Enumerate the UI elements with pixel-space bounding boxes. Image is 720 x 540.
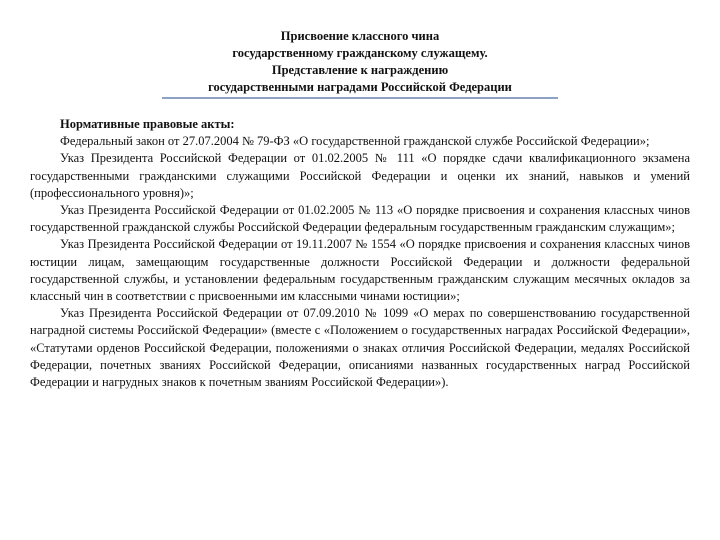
document-body <box>30 116 690 391</box>
title-line: государственными наградами Российской Федерации <box>208 80 512 94</box>
legal-act-paragraph: Федеральный закон от 27.07.2004 № 79-ФЗ «О государственной гражданской службе Российской Федерации»; <box>60 134 650 149</box>
section-heading: Нормативные правовые акты: <box>60 117 235 131</box>
title-line: государственному гражданскому служащему. <box>232 46 488 60</box>
title-divider <box>162 97 558 99</box>
title-line: Присвоение классного чина <box>280 29 440 43</box>
slide-title <box>150 28 570 96</box>
title-line: Представление к награждению <box>271 63 449 77</box>
legal-act-paragraph: Указ Президента Российской Федерации от 01.02.2005 № 113 «О порядке присвоения и сохранения классных чинов государственной гражданской службы Российской Федерации федеральным государственным гражданским служащим»; <box>30 203 690 235</box>
legal-act-paragraph: Указ Президента Российской Федерации от 07.09.2010 № 1099 «О мерах по совершенствованию государственной наградной системы Российской Федерации» (вместе с «Положением о государственных наградах Российской Федерации», «Статутами орденов Российской Федерации, положениями о знаках отличия Российской Федерации, медалях Российской Федерации, почетных званиях Российской Федерации, описаниями названных государственных наград Российской Федерации и нагрудных знаков к почетным званиям Российской Федерации»). <box>30 306 690 390</box>
legal-act-paragraph: Указ Президента Российской Федерации от 01.02.2005 № 111 «О порядке сдачи квалификационного экзамена государственными гражданскими служащими Российской Федерации и оценки их знаний, навыков и умений (профессионального уровня)»; <box>30 151 690 200</box>
legal-act-paragraph: Указ Президента Российской Федерации от 19.11.2007 № 1554 «О порядке присвоения и сохранения классных чинов юстиции лицам, замещающим государственные должности Российской Федерации и должности федеральной государственной службы, и установлении федеральным государственным гражданским служащим месячных окладов за классный чин в соответствии с присвоенными им классными чинами юстиции»; <box>30 237 690 304</box>
